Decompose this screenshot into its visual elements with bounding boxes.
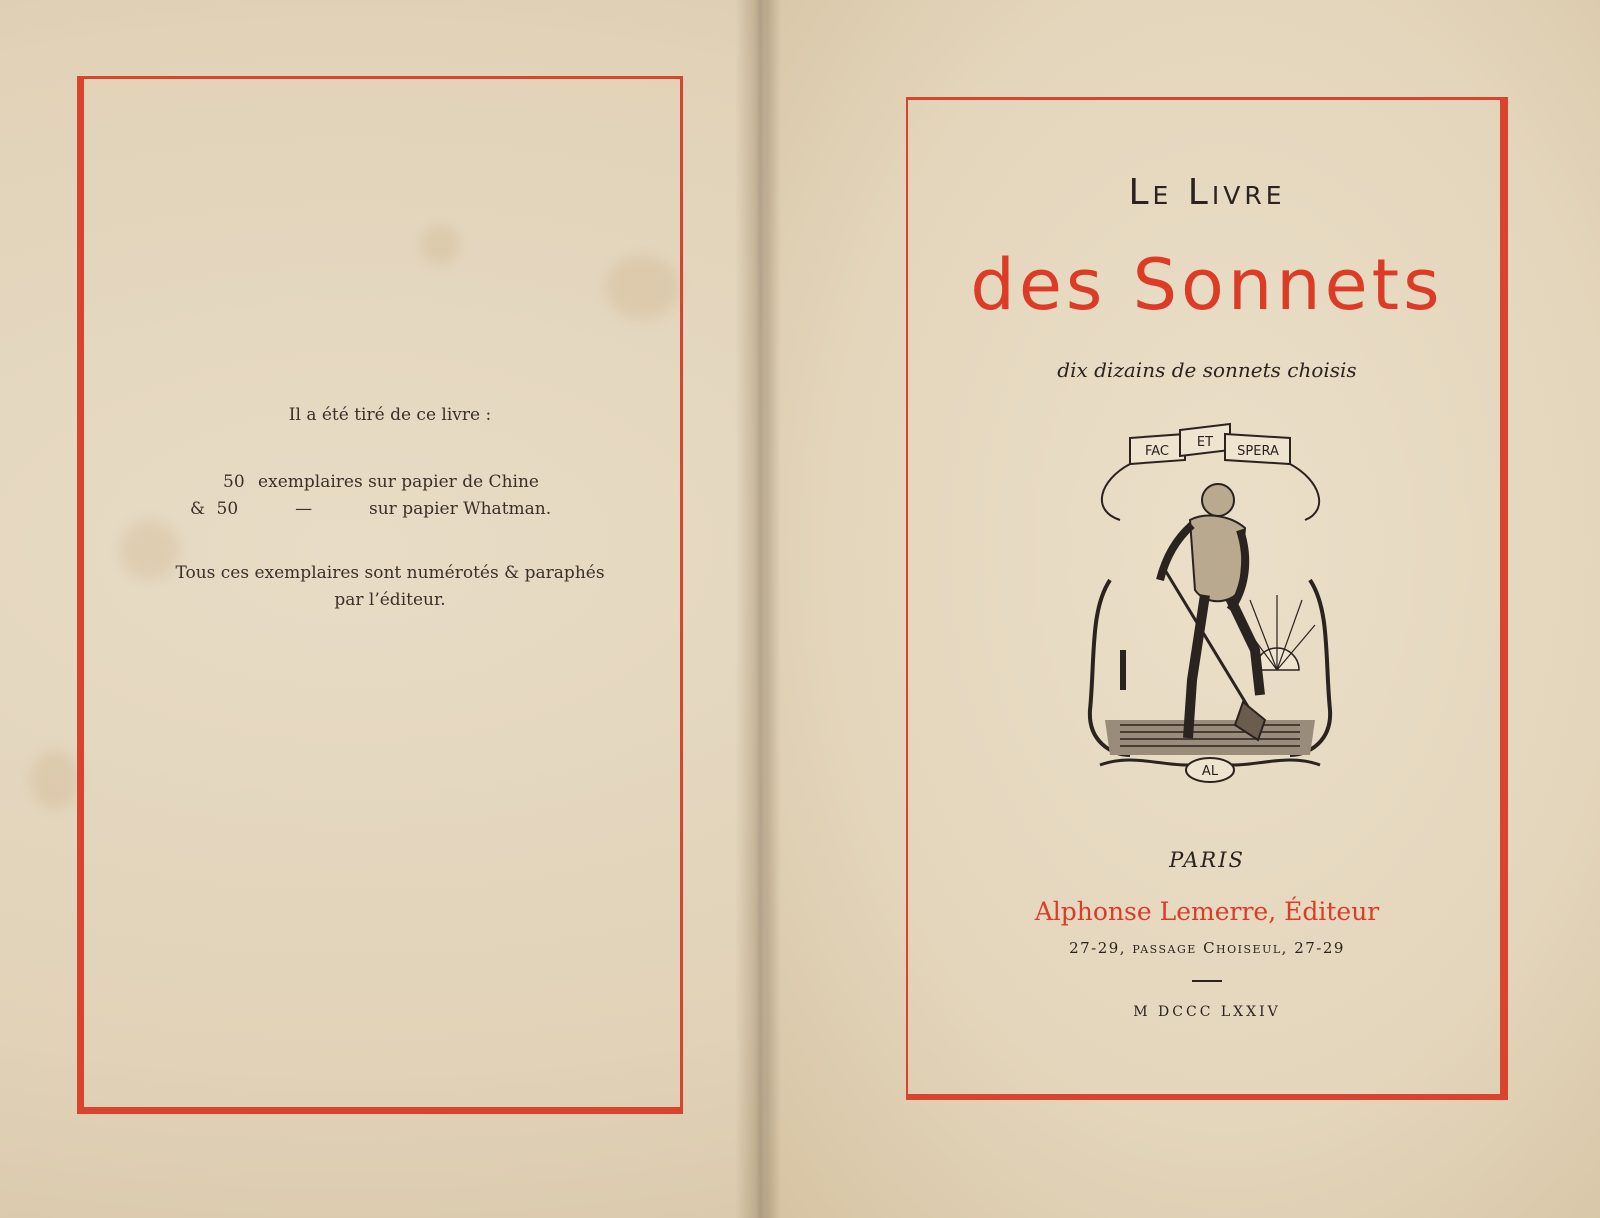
colophon-intro: Il a été tiré de ce livre :: [288, 405, 492, 425]
edition-text: exemplaires sur papier de Chine: [258, 472, 539, 492]
divider-rule: [1192, 980, 1222, 982]
imprint-city: PARIS: [1169, 848, 1245, 872]
monogram-text: AL: [1201, 764, 1219, 779]
edition-count: 50: [216, 499, 239, 519]
publisher-address: 27-29, passage Choiseul, 27-29: [1069, 939, 1345, 957]
book-gutter: [735, 0, 781, 1218]
motto-center-text: ET: [1196, 435, 1214, 450]
colophon-note-line2: par l’éditeur.: [334, 590, 446, 610]
colophon-note-line1: Tous ces exemplaires sont numérotés & paraphés: [175, 563, 605, 583]
paper-stain: [30, 750, 80, 810]
edition-text: sur papier Whatman.: [369, 499, 552, 519]
printer-device-vignette: [1080, 420, 1340, 805]
landscape: [1105, 595, 1315, 755]
monogram: [1186, 758, 1234, 782]
edition-ditto-dash: —: [295, 499, 313, 519]
colophon: [120, 405, 660, 635]
motto-right-text: SPERA: [1237, 444, 1279, 459]
title-top: Le Livre: [1128, 172, 1286, 213]
edition-row-chine: [223, 472, 539, 492]
publisher-name: Alphonse Lemerre, Éditeur: [1034, 897, 1380, 926]
digger-figure: [1160, 484, 1265, 740]
edition-count: 50: [223, 472, 245, 492]
edition-prefix: &: [190, 499, 206, 519]
publication-year: M DCCC LXXIV: [1133, 1004, 1281, 1020]
title-main: des Sonnets: [970, 244, 1444, 326]
edition-row-whatman: [190, 499, 551, 519]
subtitle: dix dizains de sonnets choisis: [1057, 358, 1357, 382]
motto-left-text: FAC: [1144, 444, 1170, 459]
